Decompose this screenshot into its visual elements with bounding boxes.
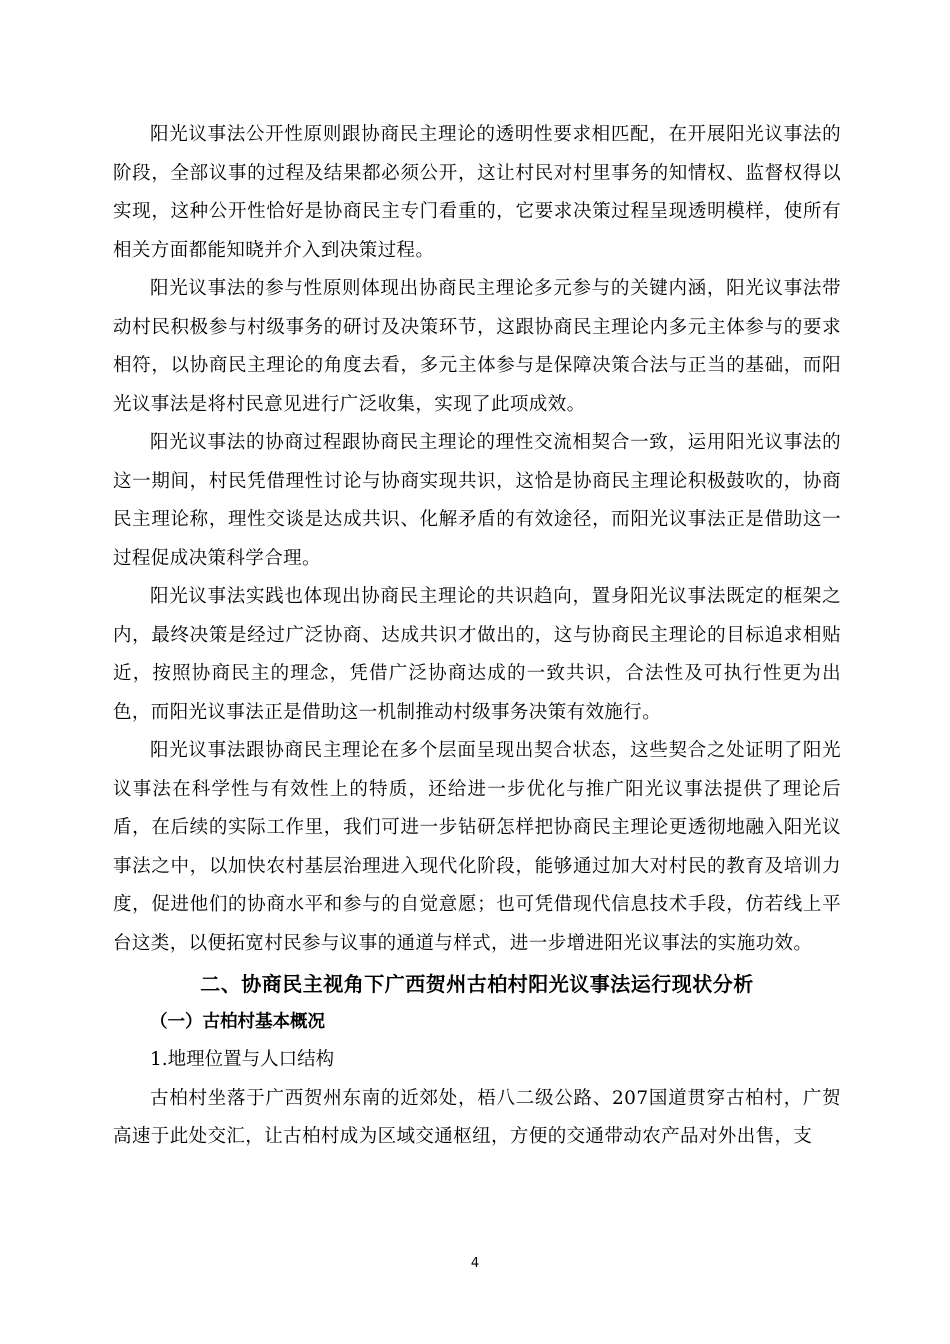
paragraph-location: 古柏村坐落于广西贺州东南的近郊处，梧八二级公路、207国道贯穿古柏村，广贺高速于此处交汇，让古柏村成为区域交通枢纽，方便的交通带动农产品对外出售，支 — [113, 1087, 841, 1147]
paragraph-transparency: 阳光议事法公开性原则跟协商民主理论的透明性要求相匹配，在开展阳光议事法的阶段，全部议事的过程及结果都必须公开，这让村民对村里事务的知情权、监督权得以实现，这种公开性恰好是协商民主专门看重的，它要求决策过程呈现透明模样，使所有相关方面都能知晓并介入到决策过程。 — [113, 124, 841, 261]
page-number: 4 — [470, 1256, 480, 1271]
subsubsection-heading: 1.地理位置与人口结构 — [150, 1049, 335, 1070]
subsection-heading: （一）古柏村基本概况 — [150, 1012, 325, 1032]
paragraph-consensus: 阳光议事法实践也体现出协商民主理论的共识趋向，置身阳光议事法既定的框架之内，最终决策是经过广泛协商、达成共识才做出的，这与协商民主理论的目标追求相贴近，按照协商民主的理念，凭借广泛协商达成的一致共识，合法性及可执行性更为出色，而阳光议事法正是借助这一机制推动村级事务决策有效施行。 — [113, 586, 841, 723]
paragraph-summary: 阳光议事法跟协商民主理论在多个层面呈现出契合状态，这些契合之处证明了阳光议事法在科学性与有效性上的特质，还给进一步优化与推广阳光议事法提供了理论后盾，在后续的实际工作里，我们可进一步钻研怎样把协商民主理论更透彻地融入阳光议事法之中，以加快农村基层治理进入现代化阶段，能够通过加大对村民的教育及培训力度，促进他们的协商水平和参与的自觉意愿；也可凭借现代信息技术手段，仿若线上平台这类，以便拓宽村民参与议事的通道与样式，进一步增进阳光议事法的实施功效。 — [113, 740, 841, 954]
body-text — [113, 116, 841, 1157]
paragraph-participation: 阳光议事法的参与性原则体现出协商民主理论多元参与的关键内涵，阳光议事法带动村民积极参与村级事务的研讨及决策环节，这跟协商民主理论内多元主体参与的要求相符，以协商民主理论的角度去看，多元主体参与是保障决策合法与正当的基础，而阳光议事法是将村民意见进行广泛收集，实现了此项成效。 — [113, 278, 841, 415]
paragraph-rational-exchange: 阳光议事法的协商过程跟协商民主理论的理性交流相契合一致，运用阳光议事法的这一期间，村民凭借理性讨论与协商实现共识，这恰是协商民主理论积极鼓吹的，协商民主理论称，理性交谈是达成共识、化解矛盾的有效途径，而阳光议事法正是借助这一过程促成决策科学合理。 — [113, 432, 841, 569]
section-heading: 二、协商民主视角下广西贺州古柏村阳光议事法运行现状分析 — [200, 972, 754, 996]
